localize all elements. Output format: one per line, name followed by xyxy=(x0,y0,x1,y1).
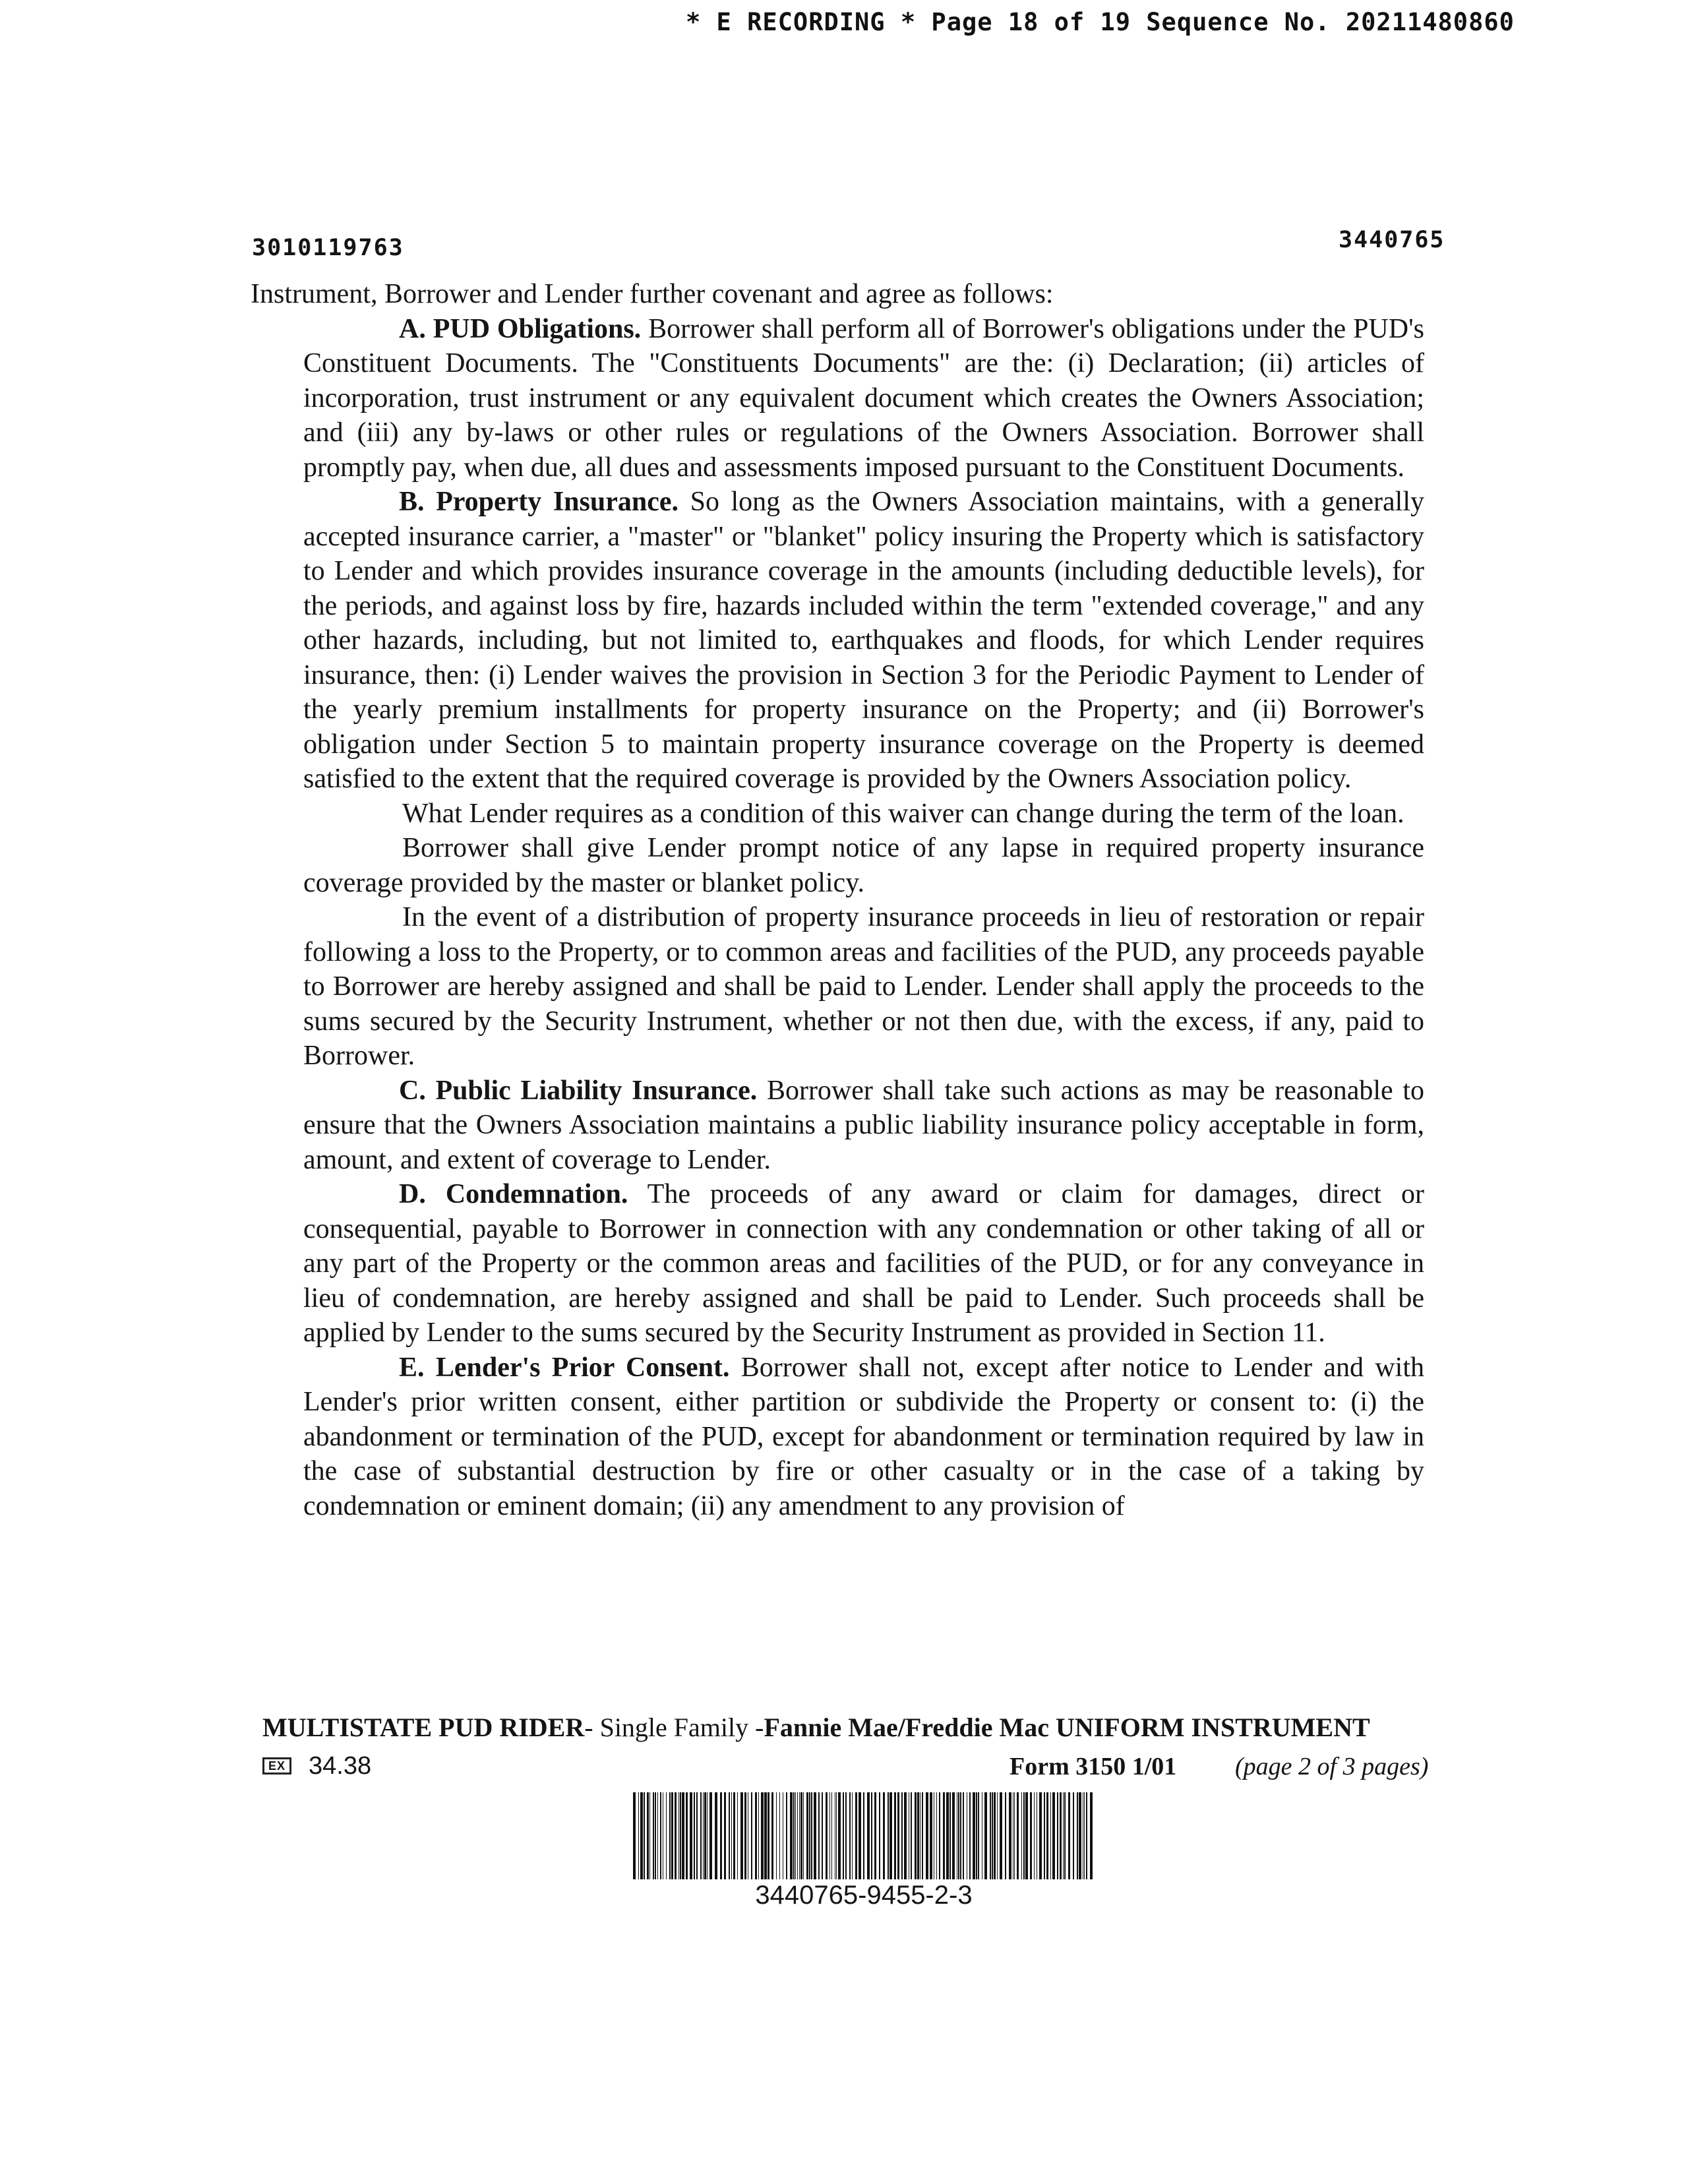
section-e-text: Borrower shall not, except after notice to Lender and with Lender's prior written consent, either partition or subdivide the Property or consent to: (i) the abandonment or termination of the PUD, except for abandonment or termination required by law in the case of substantial destruction by fire or other casualty or in the case of a taking by condemnation or eminent domain; (ii) any amendment to any provision of xyxy=(303,1352,1424,1521)
section-a-text: Borrower shall perform all of Borrower's obligations under the PUD's Constituent Documents. The "Constituents Documents" are the: (i) Declaration; (ii) articles of incorporation, trust instrument or any equivalent document which creates the Owners Association; and (iii) any by-laws or other rules or regulations of the Owners Association. Borrower shall promptly pay, when due, all dues and assessments imposed pursuant to the Constituent Documents. xyxy=(303,313,1424,483)
section-b-paragraph-2: What Lender requires as a condition of this waiver can change during the term of the loan. xyxy=(402,798,1404,829)
section-e-paragraph xyxy=(251,1350,1424,1524)
ex-code: 34.38 xyxy=(309,1752,372,1780)
lead-sentence: Instrument, Borrower and Lender further covenant and agree as follows: xyxy=(251,279,1054,309)
loan-number-right: 3440765 xyxy=(1339,227,1445,253)
section-c-text: Borrower shall take such actions as may be reasonable to ensure that the Owners Association maintains a public liability insurance policy acceptable in form, amount, and extent of coverage to Lender. xyxy=(303,1075,1424,1175)
form-number: Form 3150 1/01 xyxy=(1010,1753,1177,1780)
section-b-text: So long as the Owners Association maintains, with a generally accepted insurance carrier, a "master" or "blanket" policy insuring the Property which is satisfactory to Lender and which provides insurance coverage in the amounts (including deductible levels), for the periods, and against loss by fire, hazards included within the term "extended coverage," and any other hazards, including, but not limited to, earthquakes and floods, for which Lender requires insurance, then: (i) Lender waives the provision in Section 3 for the Periodic Payment to Lender of the yearly premium installments for property insurance on the Property; and (ii) Borrower's obligation under Section 5 to maintain property insurance coverage on the Property is deemed satisfied to the extent that the required coverage is provided by the Owners Association policy. xyxy=(303,487,1424,794)
rider-title xyxy=(262,1712,1436,1743)
section-c-heading: C. Public Liability Insurance. xyxy=(399,1075,758,1106)
ex-logo-icon: EX xyxy=(262,1757,291,1774)
section-d-heading: D. Condemnation. xyxy=(399,1179,628,1209)
section-c-paragraph xyxy=(251,1074,1424,1178)
section-d-paragraph xyxy=(251,1177,1424,1350)
section-a-heading: A. PUD Obligations. xyxy=(399,313,642,344)
recording-stamp: * E RECORDING * Page 18 of 19 Sequence No. 20211480860 xyxy=(686,8,1515,36)
section-b-heading: B. Property Insurance. xyxy=(399,487,679,517)
rider-body xyxy=(251,277,1424,1523)
rider-title-bold-2: Fannie Mae/Freddie Mac UNIFORM INSTRUMENT xyxy=(764,1713,1370,1742)
section-b-paragraph xyxy=(251,485,1424,797)
form-info-line xyxy=(262,1752,1462,1785)
section-b-paragraph-4: In the event of a distribution of property insurance proceeds in lieu of restoration or repair following a loss to the Property, or to common areas and facilities of the PUD, any proceeds payable to Borrower are hereby assigned and shall be paid to Lender. Lender shall apply the proceeds to the sums secured by the Security Instrument, whether or not then due, with the excess, if any, paid to Borrower. xyxy=(303,902,1424,1071)
section-b-paragraph-3: Borrower shall give Lender prompt notice of any lapse in required property insurance coverage provided by the master or blanket policy. xyxy=(303,833,1424,898)
loan-number-left: 3010119763 xyxy=(252,235,404,261)
page-count: (page 2 of 3 pages) xyxy=(1235,1753,1429,1780)
barcode-icon xyxy=(633,1792,1095,1879)
section-a-paragraph xyxy=(251,312,1424,485)
rider-title-bold-1: MULTISTATE PUD RIDER xyxy=(262,1713,585,1742)
barcode-number: 3440765-9455-2-3 xyxy=(755,1881,973,1910)
rider-title-regular: - Single Family - xyxy=(584,1713,764,1742)
section-e-heading: E. Lender's Prior Consent. xyxy=(399,1352,730,1383)
section-d-text: The proceeds of any award or claim for damages, direct or consequential, payable to Borrower in connection with any condemnation or other taking of all or any part of the Property or the common areas and facilities of the PUD, or for any conveyance in lieu of condemnation, are hereby assigned and shall be paid to Lender. Such proceeds shall be applied by Lender to the sums secured by the Security Instrument as provided in Section 11. xyxy=(303,1179,1424,1348)
